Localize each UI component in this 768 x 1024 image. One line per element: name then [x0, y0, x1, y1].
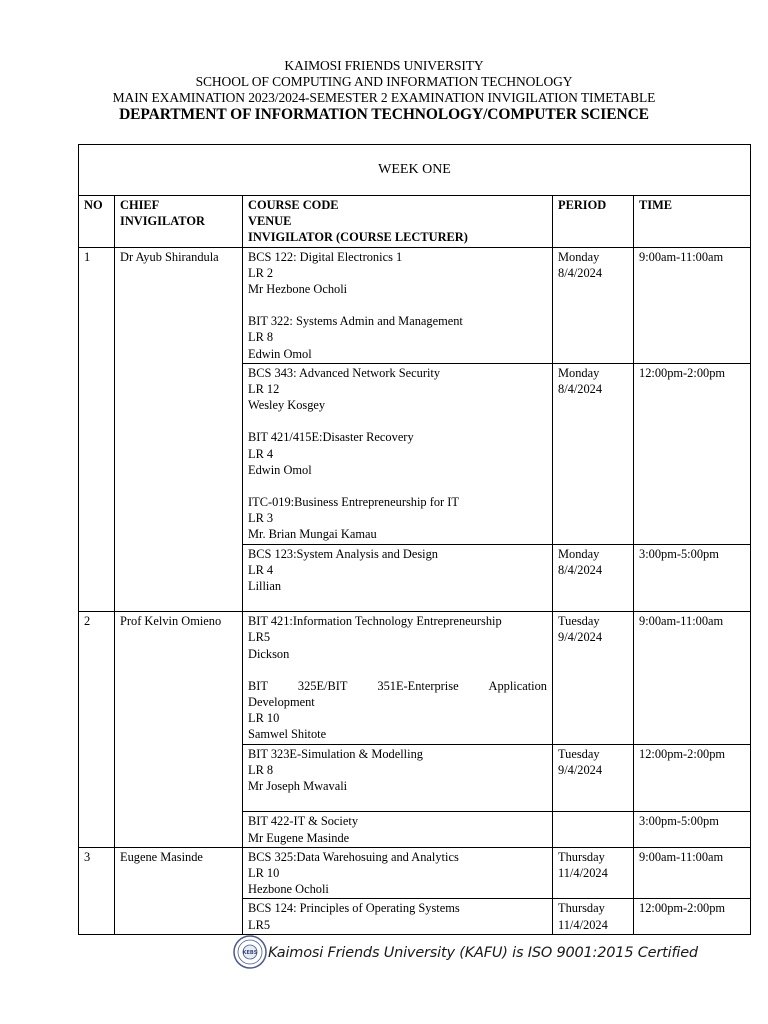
- course-cell: [243, 812, 553, 847]
- document-header: [0, 58, 768, 124]
- row-number: 3: [79, 847, 115, 934]
- course-code: BCS 325:Data Warehosuing and Analytics: [248, 849, 459, 864]
- venue: LR 8: [248, 330, 274, 345]
- time-cell: 12:00pm-2:00pm: [634, 744, 751, 812]
- lecturer: Lillian: [248, 579, 282, 594]
- invigilation-timetable: [78, 144, 751, 935]
- venue: LR 8: [248, 762, 274, 777]
- course-code: BCS 122: Digital Electronics 1: [248, 249, 403, 264]
- lecturer: Mr Eugene Masinde: [248, 830, 350, 845]
- lecturer: Mr Hezbone Ocholi: [248, 282, 348, 297]
- header-chief-invigilator: CHIEF INVIGILATOR: [115, 196, 243, 248]
- department-name: DEPARTMENT OF INFORMATION TECHNOLOGY/COMPUTER SCIENCE: [119, 106, 649, 123]
- course-code: BIT 421:Information Technology Entrepreneurship: [248, 614, 502, 629]
- period-cell: Monday 8/4/2024: [553, 247, 634, 363]
- time-cell: 9:00am-11:00am: [634, 247, 751, 363]
- header-period: PERIOD: [553, 196, 634, 248]
- table-row: [79, 247, 751, 363]
- venue: LR 12: [248, 382, 280, 397]
- course-cell: [243, 363, 553, 544]
- course-code: BIT 422-IT & Society: [248, 814, 359, 829]
- venue: LR 10: [248, 711, 280, 726]
- lecturer: Samwel Shitote: [248, 727, 327, 742]
- venue: LR 4: [248, 446, 274, 461]
- lecturer: Hezbone Ocholi: [248, 882, 329, 897]
- period-cell: Thursday 11/4/2024: [553, 847, 634, 899]
- period-cell: Tuesday 9/4/2024: [553, 612, 634, 744]
- chief-invigilator: Dr Ayub Shirandula: [115, 247, 243, 612]
- table-row: [79, 847, 751, 899]
- lecturer: Wesley Kosgey: [248, 398, 326, 413]
- week-title: WEEK ONE: [79, 145, 751, 196]
- header-row: [79, 196, 751, 248]
- time-cell: 3:00pm-5:00pm: [634, 812, 751, 847]
- period-cell: [553, 812, 634, 847]
- chief-invigilator: Eugene Masinde: [115, 847, 243, 934]
- lecturer: Mr Joseph Mwavali: [248, 779, 348, 794]
- kebs-seal-icon: [232, 934, 268, 970]
- course-cell: [243, 544, 553, 612]
- venue: LR 10: [248, 865, 280, 880]
- course-code: BCS 124: Principles of Operating Systems: [248, 901, 460, 916]
- lecturer: Dickson: [248, 646, 290, 661]
- course-code: BIT 421/415E:Disaster Recovery: [248, 430, 414, 445]
- time-cell: 3:00pm-5:00pm: [634, 544, 751, 612]
- time-cell: 9:00am-11:00am: [634, 847, 751, 899]
- venue: LR 2: [248, 265, 274, 280]
- course-cell: [243, 744, 553, 812]
- course-cell: [243, 899, 553, 934]
- table-row: [79, 612, 751, 744]
- course-code: ITC-019:Business Entrepreneurship for IT: [248, 495, 459, 510]
- university-name: KAIMOSI FRIENDS UNIVERSITY: [284, 58, 484, 73]
- period-cell: Tuesday 9/4/2024: [553, 744, 634, 812]
- course-cell: [243, 847, 553, 899]
- lecturer: Edwin Omol: [248, 346, 312, 361]
- header-course: COURSE CODE VENUE INVIGILATOR (COURSE LECTURER): [243, 196, 553, 248]
- header-time: TIME: [634, 196, 751, 248]
- week-row: [79, 145, 751, 196]
- course-cell: BIT 421:Information Technology Entrepreneurship LR5 Dickson BIT 325E/BIT 351E-Enterprise Application Development LR 10 Samwel Shitote: [243, 612, 553, 744]
- venue: LR5: [248, 917, 271, 932]
- chief-invigilator: Prof Kelvin Omieno: [115, 612, 243, 847]
- row-number: 1: [79, 247, 115, 612]
- venue: LR 4: [248, 562, 274, 577]
- course-code: BCS 123:System Analysis and Design: [248, 546, 439, 561]
- row-number: 2: [79, 612, 115, 847]
- iso-certification-text: Kaimosi Friends University (KAFU) is ISO 9001:2015 Certified: [268, 945, 698, 961]
- footer: [232, 934, 698, 974]
- exam-title: MAIN EXAMINATION 2023/2024-SEMESTER 2 EXAMINATION INVIGILATION TIMETABLE: [112, 90, 656, 105]
- time-cell: 9:00am-11:00am: [634, 612, 751, 744]
- venue: LR5: [248, 630, 271, 645]
- time-cell: 12:00pm-2:00pm: [634, 363, 751, 544]
- course-cell: [243, 247, 553, 363]
- school-name: SCHOOL OF COMPUTING AND INFORMATION TECHNOLOGY: [195, 74, 573, 89]
- period-cell: Monday 8/4/2024: [553, 363, 634, 544]
- period-cell: Monday 8/4/2024: [553, 544, 634, 612]
- period-cell: Thursday 11/4/2024: [553, 899, 634, 934]
- lecturer: Mr. Brian Mungai Kamau: [248, 527, 377, 542]
- seal-text: KEBS: [242, 950, 258, 956]
- course-code: BIT 323E-Simulation & Modelling: [248, 746, 423, 761]
- course-code: BIT 322: Systems Admin and Management: [248, 314, 463, 329]
- time-cell: 12:00pm-2:00pm: [634, 899, 751, 934]
- venue: LR 3: [248, 511, 274, 526]
- course-code: BCS 343: Advanced Network Security: [248, 365, 441, 380]
- course-code: BIT 325E/BIT 351E-Enterprise Application: [248, 678, 547, 693]
- header-no: NO: [79, 196, 115, 248]
- lecturer: Edwin Omol: [248, 462, 312, 477]
